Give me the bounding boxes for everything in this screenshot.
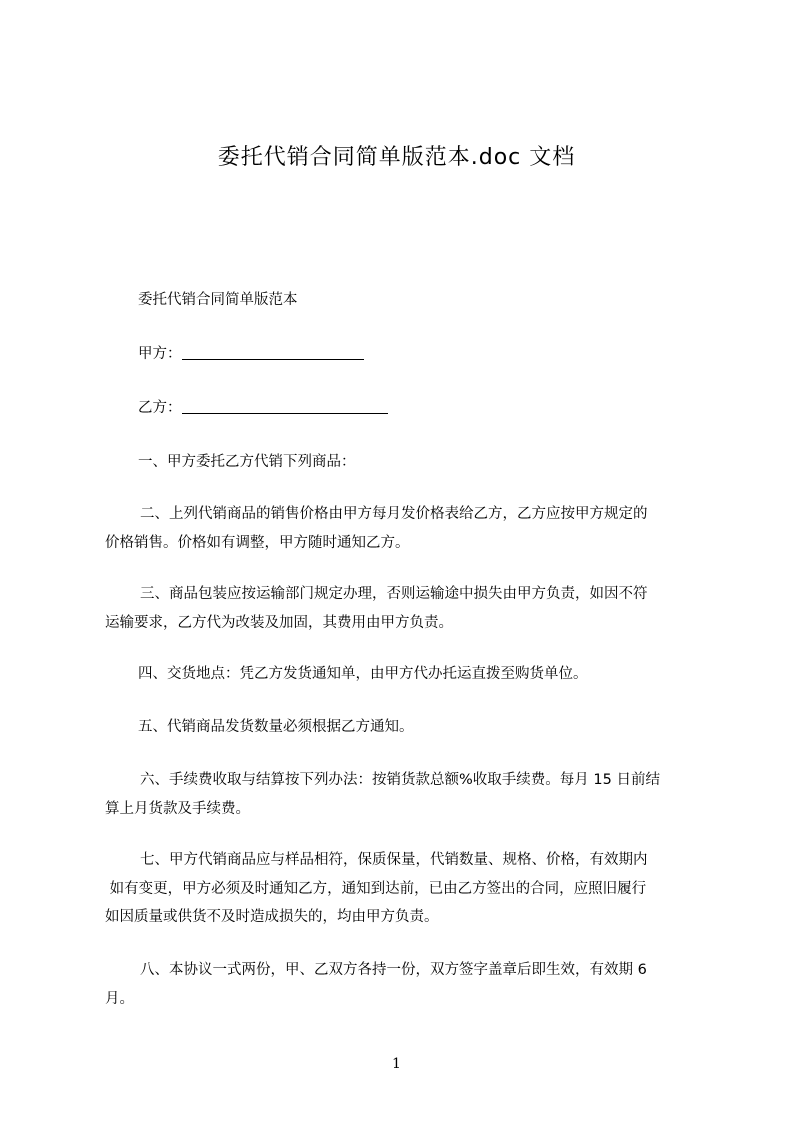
clause-8-line-1: 八、本协议一式两份，甲、乙双方各持一份，双方签字盖章后即生效，有效期 6 (140, 962, 647, 978)
clause-4: 四、交货地点：凭乙方发货通知单，由甲方代办托运直拨至购货单位。 (138, 666, 588, 682)
party-a-label: 甲方： (138, 346, 182, 362)
page-number: 1 (392, 1056, 401, 1072)
clause-6-line-1: 六、手续费收取与结算按下列办法：按销货款总额%收取手续费。每月 15 日前结 (140, 772, 660, 788)
clause-7-line-1: 七、甲方代销商品应与样品相符，保质保量，代销数量、规格、价格，有效期内 (140, 852, 648, 868)
clause-2-line-2: 价格销售。价格如有调整，甲方随时通知乙方。 (105, 535, 410, 551)
party-b-label: 乙方： (138, 400, 182, 416)
document-title: 委托代销合同简单版范本.doc 文档 (217, 145, 576, 170)
clause-3-line-2: 运输要求，乙方代为改装及加固，其费用由甲方负责。 (105, 615, 453, 631)
party-b-line (105, 394, 738, 423)
clause-1: 一、甲方委托乙方代销下列商品： (138, 454, 356, 470)
party-b-blank (182, 398, 388, 414)
contract-subtitle: 委托代销合同简单版范本 (138, 292, 298, 308)
clause-5: 五、代销商品发货数量必须根据乙方通知。 (138, 719, 414, 735)
party-a-line (105, 340, 738, 369)
party-a-blank (182, 344, 364, 360)
clause-8-line-2: 月。 (105, 991, 134, 1007)
clause-6-line-2: 算上月货款及手续费。 (105, 801, 250, 817)
clause-2-line-1: 二、上列代销商品的销售价格由甲方每月发价格表给乙方，乙方应按甲方规定的 (140, 506, 648, 522)
clause-3-line-1: 三、商品包装应按运输部门规定办理，否则运输途中损失由甲方负责，如因不符 (140, 586, 648, 602)
clause-7-line-3: 如因质量或供货不及时造成损失的，均由甲方负责。 (105, 909, 439, 925)
clause-7-line-2: 如有变更，甲方必须及时通知乙方，通知到达前，已由乙方签出的合同，应照旧履行 (105, 881, 647, 897)
